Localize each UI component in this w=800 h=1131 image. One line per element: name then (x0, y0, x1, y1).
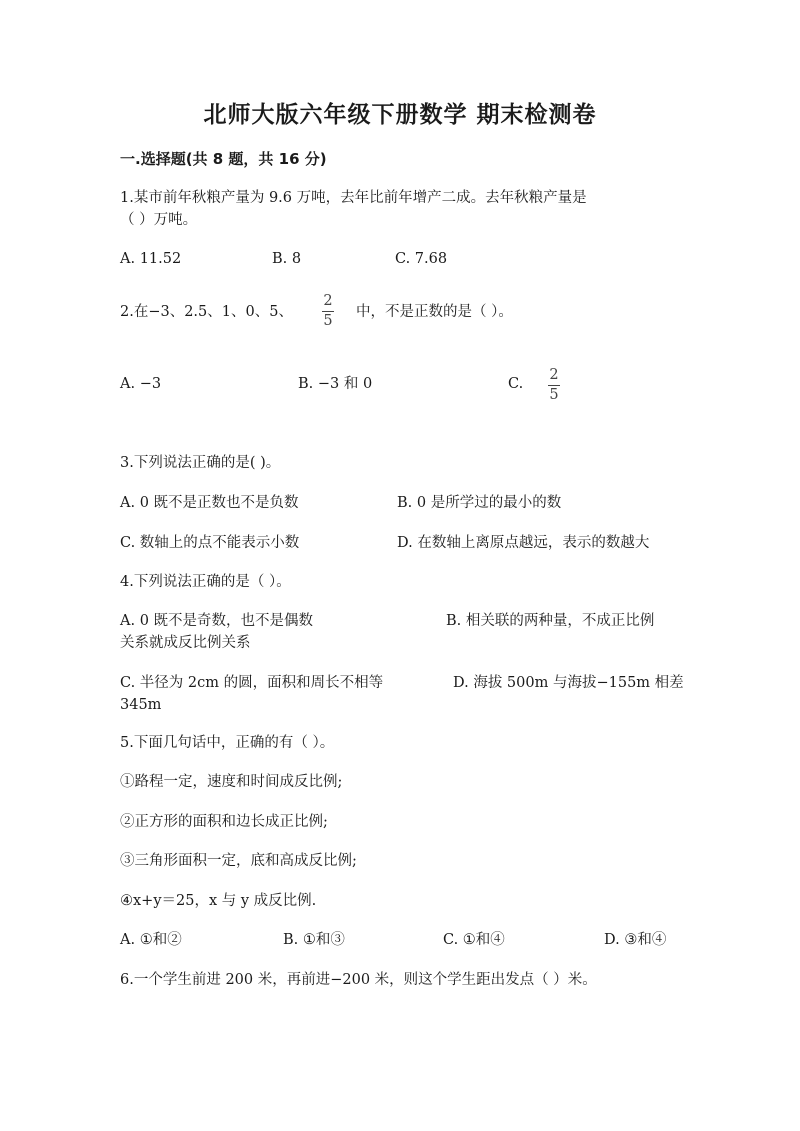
q4-option-d-cont: 345m (120, 697, 162, 713)
q1-stem-line1: 1.某市前年秋粮产量为 9.6 万吨，去年比前年增产二成。去年秋粮产量是 (120, 190, 587, 206)
fraction-bar (322, 311, 334, 312)
page-title: 北师大版六年级下册数学 期末检测卷 (203, 102, 597, 128)
q5-statement-1: ①路程一定，速度和时间成反比例; (120, 774, 343, 790)
q3-option-d: D. 在数轴上离原点越远，表示的数越大 (397, 535, 650, 551)
q4-option-b-cont: 关系就成反比例关系 (120, 635, 251, 651)
fraction-numerator: 2 (323, 293, 333, 309)
q2-option-b: B. −3 和 0 (298, 376, 373, 392)
q3-stem: 3.下列说法正确的是( )。 (120, 455, 281, 471)
q4-option-c: C. 半径为 2cm 的圆，面积和周长不相等 (120, 675, 384, 691)
q5-statement-4: ④x+y＝25，x 与 y 成反比例. (120, 893, 317, 909)
q4-option-d: D. 海拔 500m 与海拔−155m 相差 (453, 675, 684, 691)
q2-option-c-fraction (548, 368, 560, 403)
q2-option-a: A. −3 (120, 376, 162, 392)
q5-stem: 5.下面几句话中，正确的有（ ）。 (120, 735, 335, 751)
section-heading: 一.选择题(共 8 题，共 16 分) (120, 150, 327, 168)
q5-statement-3: ③三角形面积一定，底和高成反比例; (120, 853, 357, 869)
q2-stem-prefix: 2.在−3、2.5、1、0、5、 (120, 304, 293, 320)
q2-stem-suffix: 中，不是正数的是（ ）。 (356, 304, 513, 320)
q6-stem: 6.一个学生前进 200 米，再前进−200 米，则这个学生距出发点（ ）米。 (120, 972, 597, 988)
q5-option-a: A. ①和② (120, 932, 182, 948)
q1-option-a: A. 11.52 (120, 251, 182, 267)
q4-stem: 4.下列说法正确的是（ ）。 (120, 574, 291, 590)
q2-option-c: C. (508, 376, 524, 392)
q4-option-b: B. 相关联的两种量，不成正比例 (446, 613, 655, 629)
q5-option-b: B. ①和③ (283, 932, 345, 948)
fraction-denominator: 5 (323, 313, 333, 329)
q3-option-a: A. 0 既不是正数也不是负数 (120, 495, 299, 511)
q1-stem-line2: （ ）万吨。 (120, 212, 198, 228)
fraction-denominator: 5 (549, 387, 559, 403)
q1-option-b: B. 8 (272, 251, 302, 267)
q3-option-b: B. 0 是所学过的最小的数 (397, 495, 562, 511)
fraction-bar (548, 385, 560, 386)
q3-option-c: C. 数轴上的点不能表示小数 (120, 535, 300, 551)
q4-option-a: A. 0 既不是奇数，也不是偶数 (120, 613, 314, 629)
q2-fraction (322, 294, 334, 329)
q5-statement-2: ②正方形的面积和边长成正比例; (120, 814, 328, 830)
q5-option-d: D. ③和④ (604, 932, 667, 948)
q5-option-c: C. ①和④ (443, 932, 505, 948)
q1-option-c: C. 7.68 (395, 251, 448, 267)
fraction-numerator: 2 (549, 367, 559, 383)
